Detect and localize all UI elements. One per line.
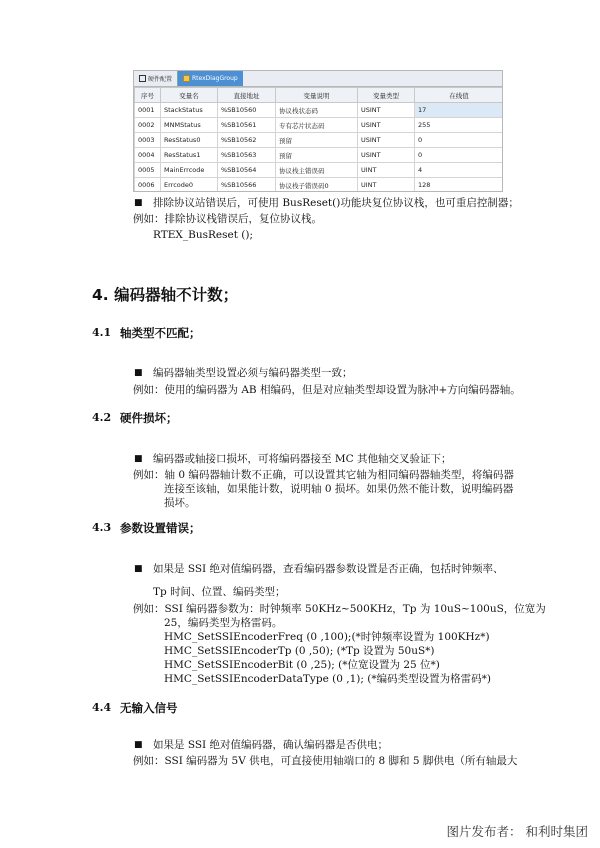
- table-cell: MNMStatus: [161, 118, 218, 133]
- table-cell: %SB10561: [218, 118, 276, 133]
- example-text: 连接至该轴，如果能计数，说明轴 0 损坏。如果仍然不能计数，说明编码器: [164, 483, 514, 495]
- variable-table-screenshot: [133, 70, 503, 192]
- table-cell: 专有芯片状态码: [276, 118, 358, 133]
- tab-rtex-diag-group[interactable]: [177, 71, 243, 86]
- column-header[interactable]: 序号: [135, 88, 161, 103]
- table-cell: 0003: [135, 133, 161, 148]
- paragraph-text: Tp 时间、位置、编码类型；: [153, 586, 286, 598]
- example-text: 25，编码类型为格雷码。: [164, 617, 283, 629]
- table-cell: %SB10564: [218, 163, 276, 178]
- tab-hardware-config[interactable]: [134, 71, 177, 86]
- paragraph-text: 如果是 SSI 绝对值编码器，查看编码器参数设置是否正确，包括时钟频率、: [153, 563, 504, 575]
- subsection-heading: 轴类型不匹配；: [120, 326, 201, 340]
- code-line: HMC_SetSSIEncoderTp (0 ,50); (*Tp 设置为 50uS*): [164, 645, 435, 657]
- column-header[interactable]: 变量名: [161, 88, 218, 103]
- online-value-cell[interactable]: 4: [415, 163, 504, 178]
- bullet-marker: ■: [134, 198, 143, 208]
- table-cell: %SB10562: [218, 133, 276, 148]
- table-header-row: [135, 88, 504, 103]
- table-row[interactable]: [135, 103, 504, 118]
- subsection-number: 4.3: [92, 521, 112, 534]
- table-cell: 0002: [135, 118, 161, 133]
- table-cell: 0006: [135, 178, 161, 193]
- column-header[interactable]: 在线值: [415, 88, 504, 103]
- tab-label: RtexDiagGroup: [192, 75, 238, 82]
- table-cell: StackStatus: [161, 103, 218, 118]
- table-cell: 协议栈子错误码0: [276, 178, 358, 193]
- online-value-cell[interactable]: 128: [415, 178, 504, 193]
- tab-label: 硬件配置: [148, 76, 173, 83]
- column-header[interactable]: 变量类型: [358, 88, 415, 103]
- table-cell: Errcode0: [161, 178, 218, 193]
- table-cell: 0001: [135, 103, 161, 118]
- column-header[interactable]: 变量说明: [276, 88, 358, 103]
- subsection-heading: 硬件损坏；: [120, 411, 178, 425]
- table-cell: 预留: [276, 133, 358, 148]
- example-text: 例如：排除协议栈错误后，复位协议栈。: [133, 213, 322, 225]
- table-cell: 预留: [276, 148, 358, 163]
- publisher-watermark: 图片发布者： 和利时集团: [446, 824, 588, 839]
- table-cell: USINT: [358, 148, 415, 163]
- subsection-heading: 参数设置错误；: [120, 521, 201, 535]
- table-cell: UINT: [358, 178, 415, 193]
- online-value-cell[interactable]: 0: [415, 133, 504, 148]
- paragraph-text: 编码器或轴接口损坏，可将编码器接至 MC 其他轴交叉验证下；: [153, 453, 452, 465]
- subsection-heading: 无输入信号: [120, 701, 178, 715]
- code-line: RTEX_BusReset ();: [153, 229, 253, 241]
- table-cell: 协议栈主错误码: [276, 163, 358, 178]
- example-text: 例如：轴 0 编码器轴计数不正确，可以设置其它轴为相同编码器轴类型，将编码器: [133, 469, 514, 481]
- table-cell: MainErrcode: [161, 163, 218, 178]
- table-row[interactable]: [135, 178, 504, 193]
- grid-icon: [139, 75, 146, 82]
- example-text: 例如：SSI 编码器参数为：时钟频率 50KHz~500KHz，Tp 为 10uS~100uS，位宽为: [133, 603, 546, 615]
- table-cell: %SB10563: [218, 148, 276, 163]
- table-cell: 0005: [135, 163, 161, 178]
- example-text: 例如：SSI 编码器为 5V 供电，可直接使用轴端口的 8 脚和 5 脚供电（所有轴最大: [133, 755, 518, 767]
- code-line: HMC_SetSSIEncoderBit (0 ,25); (*位宽设置为 25 位*): [164, 659, 440, 671]
- example-text: 损坏。: [164, 497, 196, 509]
- online-value-cell[interactable]: 255: [415, 118, 504, 133]
- section-heading: 4. 编码器轴不计数；: [92, 286, 239, 304]
- table-cell: %SB10566: [218, 178, 276, 193]
- table-row[interactable]: [135, 133, 504, 148]
- table-cell: 协议栈状态码: [276, 103, 358, 118]
- table-cell: USINT: [358, 103, 415, 118]
- column-header[interactable]: 直接地址: [218, 88, 276, 103]
- table-cell: ResStatus0: [161, 133, 218, 148]
- table-cell: ResStatus1: [161, 148, 218, 163]
- table-cell: USINT: [358, 118, 415, 133]
- subsection-number: 4.2: [92, 411, 112, 424]
- table-cell: %SB10560: [218, 103, 276, 118]
- table-row[interactable]: [135, 163, 504, 178]
- table-row[interactable]: [135, 148, 504, 163]
- bullet-marker: ■: [134, 740, 143, 750]
- online-value-cell[interactable]: 0: [415, 148, 504, 163]
- bullet-marker: ■: [134, 564, 143, 574]
- table-cell: 0004: [135, 148, 161, 163]
- bullet-marker: ■: [134, 368, 143, 378]
- folder-icon: [183, 75, 190, 82]
- panel-tab-bar: [134, 71, 502, 87]
- code-line: HMC_SetSSIEncoderDataType (0 ,1); (*编码类型设置为格雷码*): [164, 673, 491, 685]
- online-value-cell[interactable]: 17: [415, 103, 504, 118]
- bullet-marker: ■: [134, 454, 143, 464]
- paragraph-text: 如果是 SSI 绝对值编码器，确认编码器是否供电；: [153, 739, 389, 751]
- subsection-number: 4.1: [92, 326, 112, 339]
- code-line: HMC_SetSSIEncoderFreq (0 ,100);(*时钟频率设置为 100KHz*): [164, 631, 490, 643]
- table-row[interactable]: [135, 118, 504, 133]
- subsection-number: 4.4: [92, 701, 112, 714]
- paragraph-text: 编码器轴类型设置必须与编码器类型一致；: [153, 367, 353, 379]
- example-text: 例如：使用的编码器为 AB 相编码，但是对应轴类型却设置为脉冲+方向编码器轴。: [133, 384, 521, 396]
- paragraph-text: 排除协议站错误后，可使用 BusReset()功能块复位协议栈，也可重启控制器；: [153, 197, 519, 209]
- table-cell: UINT: [358, 163, 415, 178]
- table-cell: USINT: [358, 133, 415, 148]
- variable-table: [134, 87, 503, 192]
